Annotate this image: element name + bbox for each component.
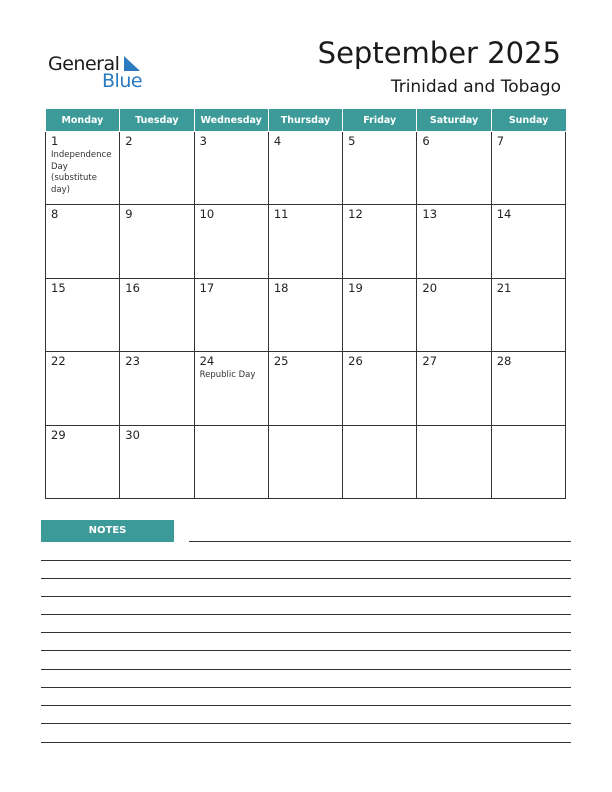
calendar-day-cell bbox=[491, 278, 565, 351]
calendar-day-cell bbox=[46, 425, 120, 498]
calendar-day-cell bbox=[120, 132, 194, 205]
day-number: 16 bbox=[125, 280, 140, 295]
day-number: 8 bbox=[51, 207, 59, 222]
notes-line bbox=[41, 560, 571, 561]
logo-text-general: General bbox=[48, 53, 120, 75]
calendar-day-cell bbox=[120, 352, 194, 425]
day-number: 23 bbox=[125, 354, 140, 369]
calendar-week-row bbox=[46, 205, 566, 278]
calendar-day-cell bbox=[46, 205, 120, 278]
day-number: 18 bbox=[273, 280, 289, 295]
day-number: 15 bbox=[51, 280, 66, 295]
calendar-day-cell bbox=[268, 425, 342, 498]
notes-line bbox=[41, 742, 571, 743]
day-number: 6 bbox=[422, 134, 430, 148]
day-number: 22 bbox=[51, 354, 66, 369]
weekday-header-wednesday: Wednesday bbox=[194, 109, 268, 132]
calendar-day-cell bbox=[120, 278, 194, 351]
notes-line bbox=[189, 541, 571, 542]
notes-line bbox=[41, 650, 571, 651]
holiday-label: Independence Day (substitute day) bbox=[51, 150, 112, 195]
calendar-day-cell bbox=[417, 132, 491, 205]
calendar-day-cell bbox=[343, 278, 417, 351]
calendar-day-cell bbox=[417, 205, 491, 278]
day-number: 20 bbox=[422, 280, 438, 295]
logo-text-blue: Blue bbox=[102, 70, 143, 92]
logo bbox=[48, 52, 148, 92]
day-number: 11 bbox=[273, 207, 289, 222]
calendar-day-cell bbox=[46, 132, 120, 205]
calendar-day-cell bbox=[491, 425, 565, 498]
day-number: 1 bbox=[51, 134, 59, 148]
day-number: 19 bbox=[348, 280, 363, 295]
calendar-week-row bbox=[46, 352, 566, 425]
day-number: 9 bbox=[125, 207, 133, 222]
weekday-header-thursday: Thursday bbox=[268, 109, 342, 132]
calendar-day-cell bbox=[343, 132, 417, 205]
weekday-header-friday: Friday bbox=[343, 109, 417, 132]
day-number: 29 bbox=[51, 427, 66, 442]
calendar-day-cell bbox=[194, 278, 268, 351]
calendar-day-cell bbox=[491, 132, 565, 205]
calendar-day-cell bbox=[491, 352, 565, 425]
calendar-day-cell bbox=[417, 352, 491, 425]
holiday-label: Republic Day bbox=[199, 370, 256, 381]
calendar-grid bbox=[45, 109, 566, 499]
calendar-day-cell bbox=[491, 205, 565, 278]
calendar-day-cell bbox=[194, 352, 268, 425]
notes-line bbox=[41, 632, 571, 633]
calendar-day-cell bbox=[46, 278, 120, 351]
day-number: 10 bbox=[199, 207, 215, 222]
calendar-day-cell bbox=[417, 425, 491, 498]
day-number: 14 bbox=[496, 207, 512, 222]
day-number: 30 bbox=[125, 427, 140, 442]
calendar-week-row bbox=[46, 132, 566, 205]
day-number: 24 bbox=[199, 354, 215, 369]
weekday-header-tuesday: Tuesday bbox=[120, 109, 194, 132]
day-number: 21 bbox=[496, 280, 512, 295]
day-number: 27 bbox=[422, 354, 438, 369]
calendar-day-cell bbox=[120, 205, 194, 278]
weekday-header-row bbox=[46, 109, 566, 132]
weekday-header-monday: Monday bbox=[46, 109, 120, 132]
notes-label: NOTES bbox=[41, 520, 174, 542]
day-number: 2 bbox=[125, 134, 133, 148]
day-number: 13 bbox=[422, 207, 438, 222]
calendar-day-cell bbox=[194, 205, 268, 278]
calendar-day-cell bbox=[46, 352, 120, 425]
day-number: 12 bbox=[348, 207, 363, 222]
calendar-day-cell bbox=[268, 205, 342, 278]
day-number: 7 bbox=[496, 134, 505, 148]
calendar-day-cell bbox=[343, 352, 417, 425]
page-title: September 2025 bbox=[317, 36, 561, 70]
page-subtitle: Trinidad and Tobago bbox=[390, 77, 561, 97]
notes-line bbox=[41, 687, 571, 688]
day-number: 4 bbox=[273, 134, 282, 148]
weekday-header-saturday: Saturday bbox=[417, 109, 491, 132]
notes-line bbox=[41, 578, 571, 579]
day-number: 3 bbox=[199, 134, 207, 148]
notes-line bbox=[41, 705, 571, 706]
notes-line bbox=[41, 614, 571, 615]
calendar-week-row bbox=[46, 425, 566, 498]
calendar-day-cell bbox=[268, 278, 342, 351]
notes-line bbox=[41, 723, 571, 724]
calendar-day-cell bbox=[343, 425, 417, 498]
notes-line bbox=[41, 669, 571, 670]
calendar-day-cell bbox=[268, 352, 342, 425]
day-number: 26 bbox=[348, 354, 363, 369]
calendar-day-cell bbox=[120, 425, 194, 498]
day-number: 5 bbox=[348, 134, 356, 148]
weekday-header-sunday: Sunday bbox=[491, 109, 565, 132]
calendar-day-cell bbox=[343, 205, 417, 278]
day-number: 28 bbox=[496, 354, 512, 369]
day-number: 25 bbox=[273, 354, 289, 369]
calendar-body bbox=[46, 132, 566, 499]
calendar-day-cell bbox=[268, 132, 342, 205]
calendar-week-row bbox=[46, 278, 566, 351]
calendar-day-cell bbox=[194, 425, 268, 498]
day-number: 17 bbox=[199, 280, 215, 295]
notes-line bbox=[41, 596, 571, 597]
calendar-day-cell bbox=[194, 132, 268, 205]
calendar-day-cell bbox=[417, 278, 491, 351]
